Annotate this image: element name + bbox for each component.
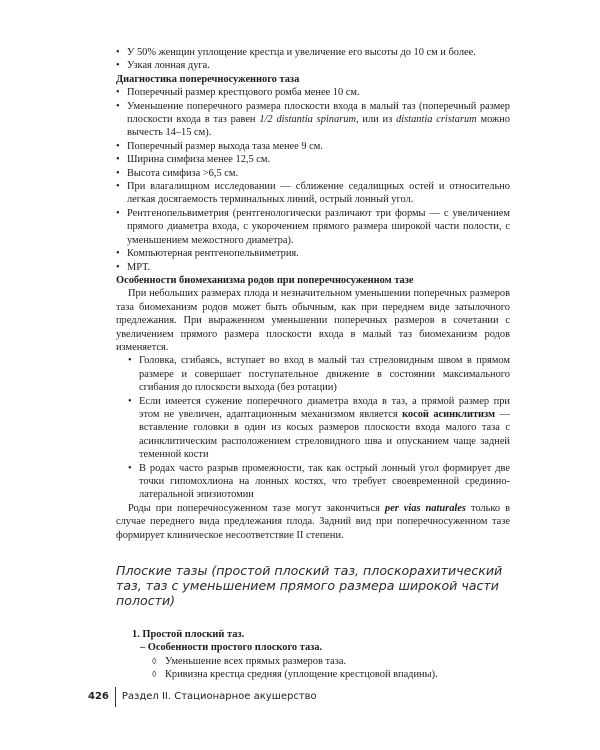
list-item: ◊ Уменьшение всех прямых размеров таза. — [152, 655, 510, 668]
list-item: • Если имеется сужение поперечного диаметра входа в таз, а прямой размер при этом не увеличен, адаптационным механизмом является косой асинклитизм — вставление головки в один из косых размеров плоскости входа малого таза с асинклитическим расположением стреловидного шва и опусканием чаще задней теменной кости — [128, 395, 510, 462]
list-item: • В родах часто разрыв промежности, так как острый лонный угол формирует две точки гипомохлиона на лонных костях, что требует своевременной срединно-латеральной эпизиотомии — [128, 462, 510, 502]
biomechanism-list — [116, 354, 510, 501]
list-item: • При влагалищном исследовании — сближение седалищных остей и относительно легкая досягаемость терминальных линий, острый лонный угол. — [116, 180, 510, 207]
list-item: • Ширина симфиза менее 12,5 см. — [116, 153, 510, 166]
list-item: • Высота симфиза >6,5 см. — [116, 167, 510, 180]
biomechanism-heading: Особенности биомеханизма родов при поперечносуженном тазе — [116, 274, 414, 286]
numbered-heading: 1. Простой плоский таз. — [132, 629, 245, 640]
diagnostics-heading: Диагностика поперечносуженного таза — [116, 73, 300, 85]
features-list — [130, 655, 510, 682]
closing-paragraph: Роды при поперечносуженном тазе могут закончиться per vias naturales только в случае переднего вида предлежания плода. Задний вид при поперечносуженном тазе формирует клиническое несоответствие II степени. — [116, 502, 510, 541]
list-item: • У 50% женщин уплощение крестца и увеличение его высоты до 10 см и более. — [116, 46, 510, 59]
list-item: • Поперечный размер выхода таза менее 9 см. — [116, 140, 510, 153]
list-item: • Компьютерная рентгенопельвиметрия. — [116, 247, 510, 260]
list-item: • МРТ. — [116, 261, 510, 274]
page-footer — [88, 687, 317, 707]
list-item: ◊ Кривизна крестца средняя (уплощение крестцовой впадины). — [152, 668, 510, 681]
list-item: • Уменьшение поперечного размера плоскости входа в малый таз (поперечный размер плоскости входа в таз равен 1/2 distantia spinarum, или из distantia cristarum можно вычесть 14–15 см). — [116, 100, 510, 140]
running-section-title: Раздел II. Стационарное акушерство — [121, 691, 317, 702]
list-item: • Головка, сгибаясь, вступает во вход в малый таз стреловидным швом в прямом размере и совершает поступательное движение в состоянии максимального сгибания до плоскости выхода (без ротации) — [128, 354, 510, 394]
footer-divider — [115, 687, 116, 707]
page-number: 426 — [88, 691, 109, 702]
list-item: • Узкая лонная дуга. — [116, 59, 510, 72]
main-text — [116, 46, 510, 542]
section-title: Плоские тазы (простой плоский таз, плоскорахитический таз, таз с уменьшением прямого размера широкой части полости) — [116, 563, 503, 608]
biomechanism-paragraph: При небольших размерах плода и незначительном уменьшении поперечных размеров таза биомеханизм родов может быть обычным, как при переднем виде затылочного предлежания. При выраженном уменьшении поперечных размеров в сочетании с увеличением прямого размера плоскости входа в малый таз биомеханизм родов изменяется. — [116, 288, 510, 353]
top-bullet-list — [116, 46, 510, 73]
dash-heading: – Особенности простого плоского таза. — [140, 642, 323, 654]
diagnostics-list — [116, 86, 510, 274]
list-item: • Поперечный размер крестцового ромба менее 10 см. — [116, 86, 510, 99]
simple-flat-pelvis-section — [130, 628, 510, 682]
list-item: • Рентгенопельвиметрия (рентгенологически различают три формы — с увеличением прямого диаметра входа, с укорочением прямого размера широкой части полости, с уменьшением межостного диаметра). — [116, 207, 510, 247]
